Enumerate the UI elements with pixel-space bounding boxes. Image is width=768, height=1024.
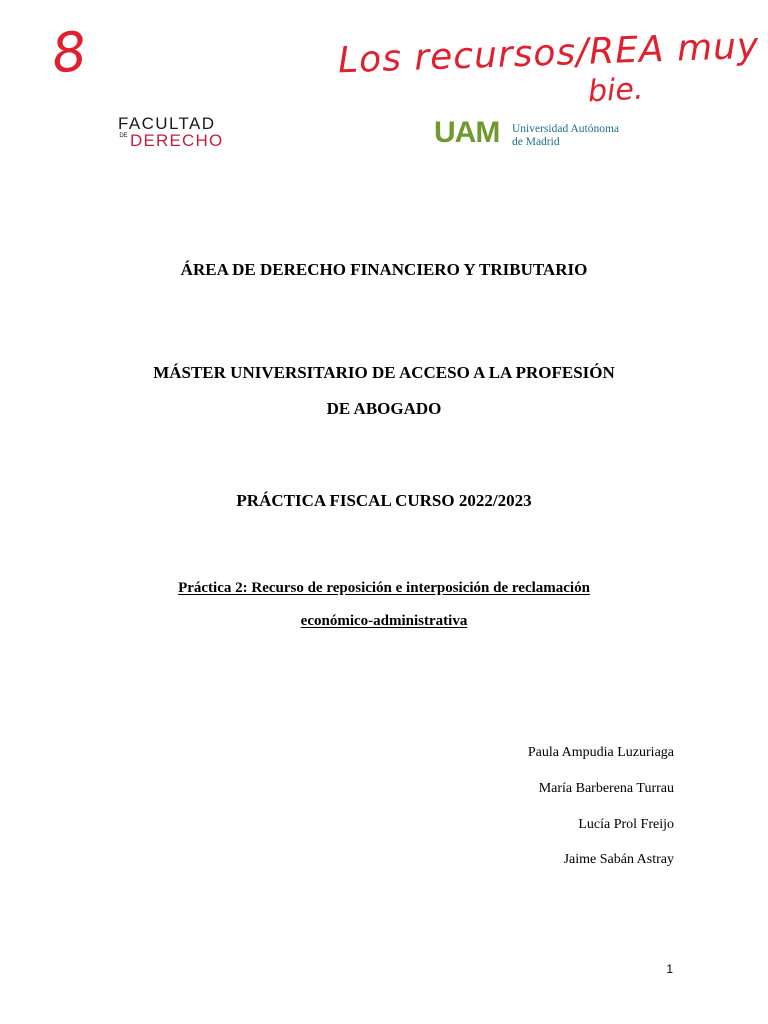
- subtitle-line2-text: económico-administrativa: [300, 613, 468, 629]
- handwritten-grade: 8: [48, 19, 90, 86]
- uam-logo-name: [512, 123, 619, 149]
- uam-name-line2: de Madrid: [512, 136, 560, 148]
- uam-logo-mark: UAM: [434, 116, 500, 149]
- uam-logo: [434, 118, 654, 152]
- facultad-logo-de: DE: [119, 133, 128, 139]
- area-heading: ÁREA DE DERECHO FINANCIERO Y TRIBUTARIO: [180, 260, 588, 279]
- facultad-logo-text: FACULTAD: [118, 114, 216, 133]
- author-name: María Barberena Turrau: [538, 781, 674, 796]
- author-name: Paula Ampudia Luzuriaga: [527, 745, 674, 760]
- handwritten-comment-line1: Los recursos/REA muy: [337, 25, 760, 82]
- handwritten-comment-line2: bie.: [587, 71, 645, 110]
- practica-heading: PRÁCTICA FISCAL CURSO 2022/2023: [236, 491, 532, 510]
- master-heading-line2: DE ABOGADO: [326, 399, 442, 418]
- subtitle-line1-text: Práctica 2: Recurso de reposición e interposición de reclamación: [178, 580, 590, 596]
- derecho-logo-text: DERECHO: [130, 131, 224, 150]
- author-name: Jaime Sabán Astray: [563, 852, 674, 867]
- subtitle-line1: [0, 581, 768, 596]
- uam-name-line1: Universidad Autónoma: [512, 123, 619, 135]
- master-heading-line1: MÁSTER UNIVERSITARIO DE ACCESO A LA PROFESIÓN: [153, 363, 615, 382]
- author-name: Lucía Prol Freijo: [578, 817, 674, 832]
- page-number: 1: [666, 962, 673, 976]
- subtitle-line2: [0, 614, 768, 629]
- facultad-derecho-logo: [118, 115, 248, 151]
